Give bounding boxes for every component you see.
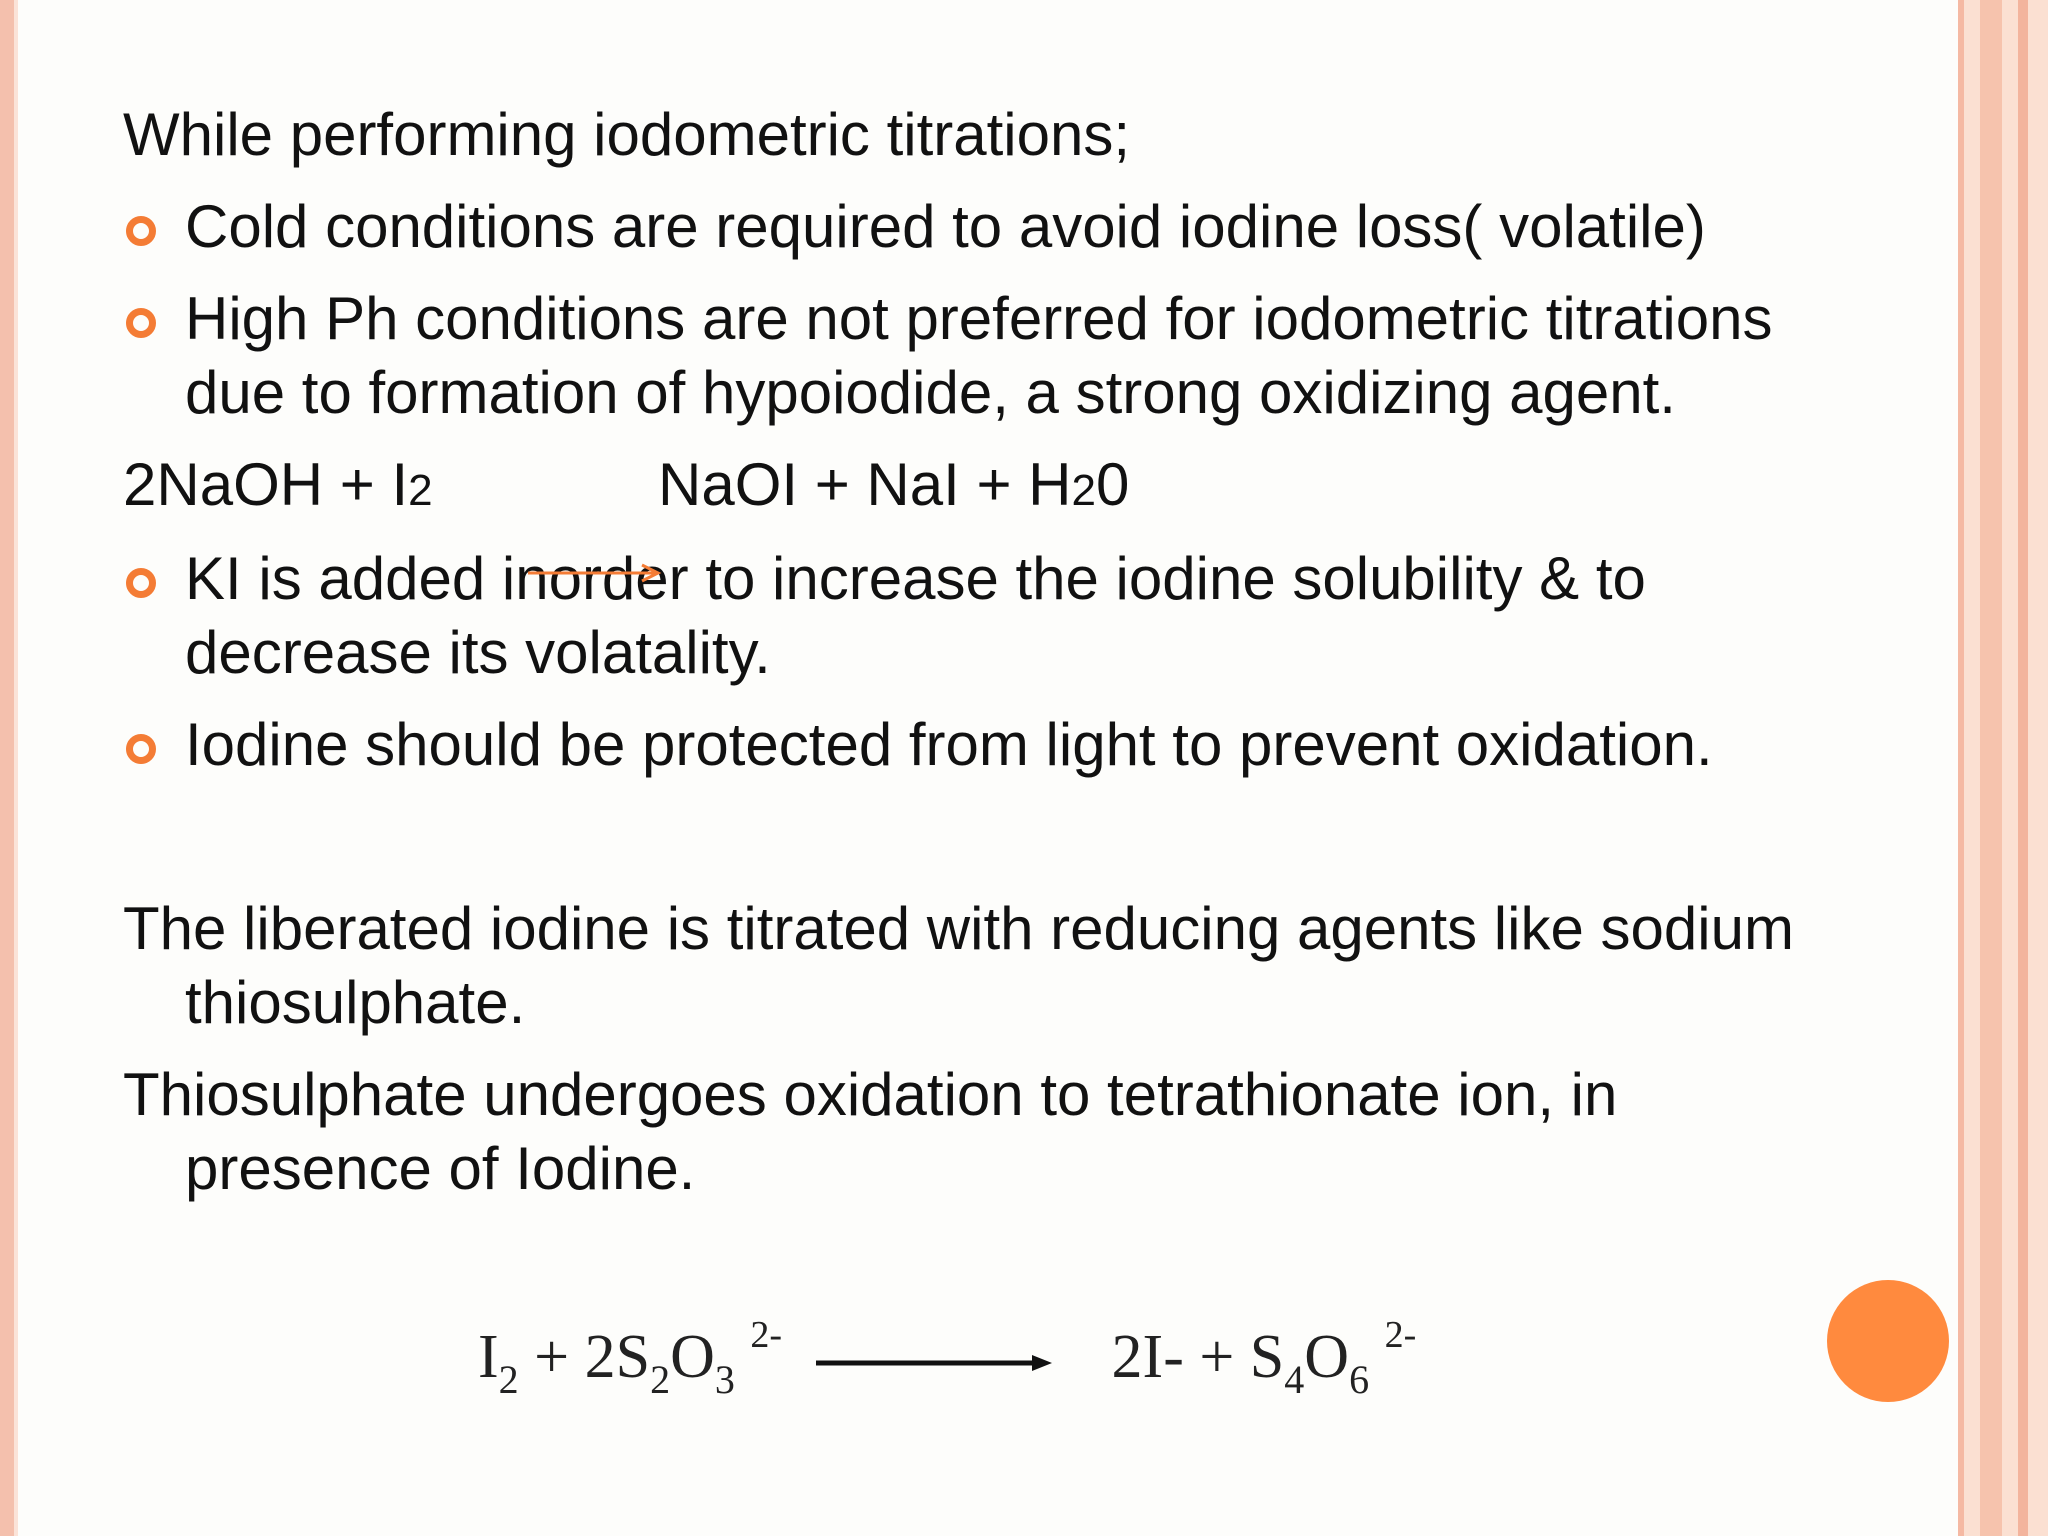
reaction-arrow-icon xyxy=(528,562,668,584)
bullet-text: Cold conditions are required to avoid iodine loss( volatile) xyxy=(185,193,1706,260)
left-border-stripe xyxy=(0,0,14,1536)
bullet-item-2 xyxy=(123,282,1772,356)
bullet-circle-icon xyxy=(126,568,156,598)
reaction-1-reactants: 2NaOH + I2 xyxy=(123,451,433,518)
right-border-stripe-2 xyxy=(1980,0,2002,1536)
paragraph-2-line-1: Thiosulphate undergoes oxidation to tetrathionate ion, in xyxy=(123,1061,1618,1128)
bullet-item-3-continued: decrease its volatality. xyxy=(185,619,771,686)
bullet-circle-icon xyxy=(126,734,156,764)
bullet-circle-icon xyxy=(126,216,156,246)
bullet-text: Iodine should be protected from light to prevent oxidation. xyxy=(185,711,1713,778)
bullet-item-3 xyxy=(123,542,1646,616)
intro-text: While performing iodometric titrations; xyxy=(123,101,1131,168)
bullet-item-2-continued: due to formation of hypoiodide, a strong oxidizing agent. xyxy=(185,359,1676,426)
left-border-inner-stripe xyxy=(14,0,18,1536)
paragraph-2-line-2: presence of Iodine. xyxy=(185,1135,696,1202)
bullet-item-4 xyxy=(123,708,1713,782)
paragraph-1-line-1: The liberated iodine is titrated with reducing agents like sodium xyxy=(123,895,1794,962)
right-border-band xyxy=(1958,0,2048,1536)
right-border-stripe-1 xyxy=(1958,0,1964,1536)
reaction-arrow-icon xyxy=(816,1351,1056,1375)
bullet-circle-icon xyxy=(126,308,156,338)
bullet-item-1 xyxy=(123,190,1706,264)
right-border-stripe-3 xyxy=(2018,0,2028,1536)
bullet-text: High Ph conditions are not preferred for iodometric titrations xyxy=(185,285,1773,352)
thiosulphate-reaction-equation: $I_2 + 2S_2O_3$ $^{2-}$ $2I- + S_4O_6$ $^{2-}$ xyxy=(478,1314,1417,1402)
reaction-1-products: NaOI + NaI + H20 xyxy=(658,451,1130,518)
paragraph-1-line-2: thiosulphate. xyxy=(185,969,526,1036)
bullet-text: KI is added inorder to increase the iodine solubility & to xyxy=(185,545,1646,612)
decorative-orange-circle xyxy=(1827,1280,1949,1402)
